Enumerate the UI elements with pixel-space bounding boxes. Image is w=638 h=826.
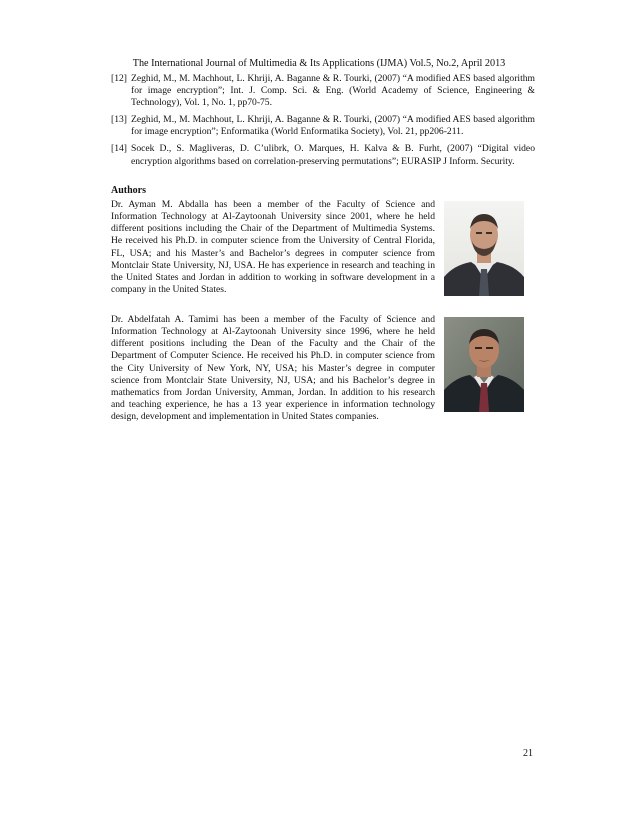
reference-number: [13] <box>111 114 127 126</box>
reference-text: Socek D., S. Magliveras, D. C’ulibrk, O. Marques, H. Kalva & B. Furht, (2007) “Digital video encryption algorithms based on correlation-preserving permutations”; EURASIP J Inform. Security. <box>131 143 535 167</box>
author-photo-abdalla <box>444 201 524 296</box>
reference-number: [12] <box>111 73 127 84</box>
reference-item <box>111 73 535 109</box>
author-bio-abdalla: Dr. Ayman M. Abdalla has been a member of the Faculty of Science and Information Technology at Al-Zaytoonah University since 2001, where he held different positions including the Chair of the Department of Multimedia Systems. He received his Ph.D. in computer science from the University of Central Florida, FL, USA; and his Master’s and Bachelor’s degrees in computer science from Montclair State University, NJ, USA. He has experience in research and teaching in the United States and Jordan in addition to working in software development in a company in the United States. <box>111 199 435 296</box>
reference-number: [14] <box>111 143 127 155</box>
reference-item <box>111 114 535 138</box>
authors-heading: Authors <box>111 185 147 196</box>
portrait-image <box>444 201 524 296</box>
reference-text: Zeghid, M., M. Machhout, L. Khriji, A. Baganne & R. Tourki, (2007) “A modified AES based algorithm for image encryption”; Int. J. Comp. Sci. & Eng. (World Academy of Science, Engineering & Technology), Vol. 1, No. 1, pp70-75. <box>131 73 535 109</box>
reference-item <box>111 143 535 167</box>
author-photo-tamimi <box>444 317 524 412</box>
reference-text: Zeghid, M., M. Machhout, L. Khriji, A. Baganne & R. Tourki, (2007) “A modified AES based algorithm for image encryption”; Enformatika (World Enformatika Society), Vol. 21, pp206-211. <box>131 114 535 138</box>
author-bio-tamimi: Dr. Abdelfatah A. Tamimi has been a member of the Faculty of Science and Information Technology at Al-Zaytoonah University since 1996, where he held different positions including the Dean of the Faculty and the Chair of the Department of Computer Science. He received his Ph.D. in computer science from the City University of New York, NY, USA; his Master’s degree in computer science from Montclair State University, NJ, USA; and his Bachelor’s degree in mathematics from Jordan University, Amman, Jordan. In addition to his research and teaching experience, he has a 13 year experience in information technology design, development and implementation in United States companies. <box>111 314 435 423</box>
portrait-image <box>444 317 524 412</box>
running-header: The International Journal of Multimedia & Its Applications (IJMA) Vol.5, No.2, April 2013 <box>132 58 506 69</box>
reference-list <box>111 73 535 173</box>
page-number: 21 <box>523 748 533 759</box>
